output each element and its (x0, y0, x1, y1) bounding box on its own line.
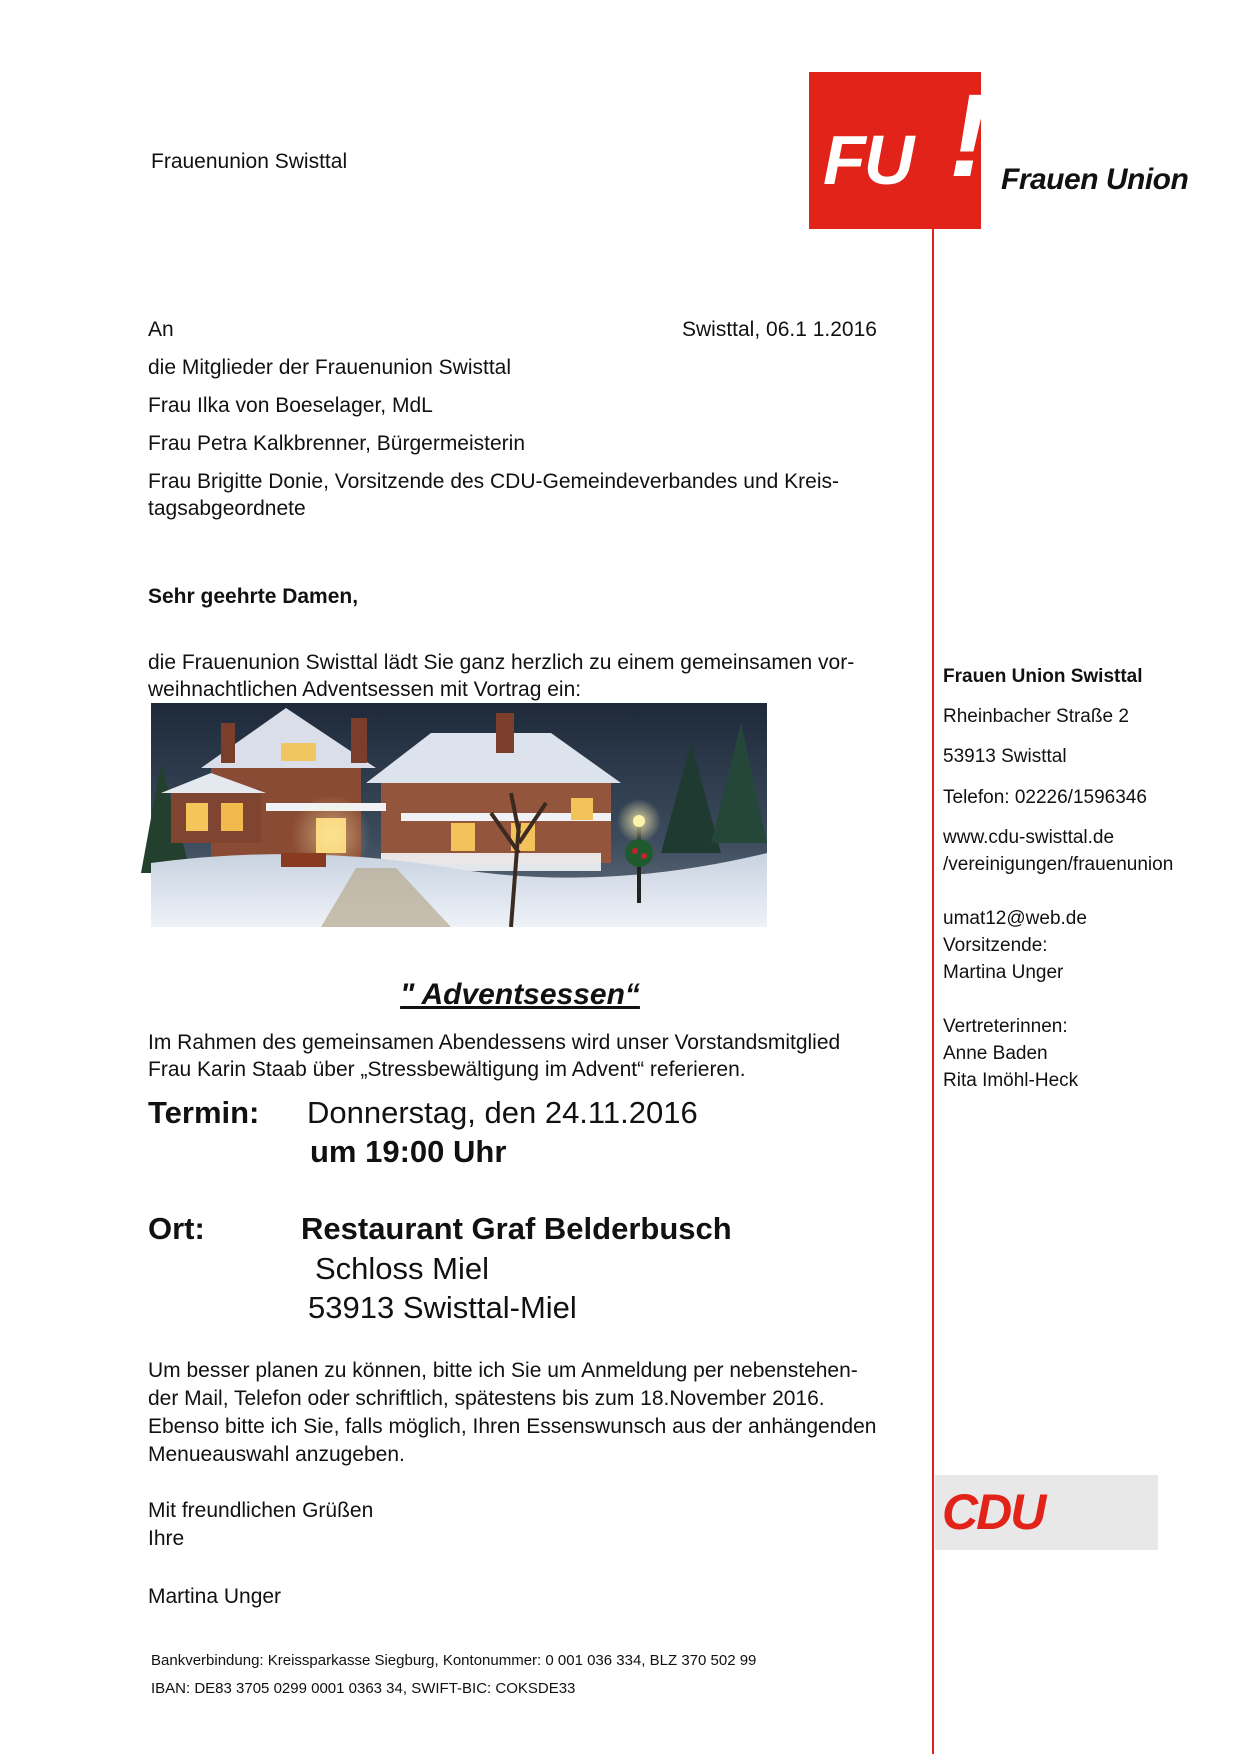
logo-exclamation: ! (949, 70, 989, 202)
termin-label: Termin: (148, 1095, 260, 1130)
intro-line: die Frauenunion Swisttal lädt Sie ganz herzlich zu einem gemeinsamen vor- (148, 651, 855, 674)
cdu-logo (935, 1475, 1158, 1550)
termin-time: um 19:00 Uhr (310, 1134, 507, 1169)
ort-name: Restaurant Graf Belderbusch (301, 1211, 732, 1246)
closing-line: Mit freundlichen Grüßen (148, 1499, 374, 1522)
intro-line: weihnachtlichen Adventsessen mit Vortrag ein: (148, 678, 582, 701)
closing (148, 1497, 373, 1553)
sidebar-deputies-label: Vertreterinnen: (943, 1016, 1068, 1037)
recipient-line: Frau Ilka von Boeselager, MdL (148, 394, 433, 417)
body-line: Menueauswahl anzugeben. (148, 1443, 405, 1466)
event-description (148, 1029, 840, 1083)
letter-date: Swisttal, 06.1 1.2016 (682, 318, 877, 341)
sidebar-deputy: Rita Imöhl-Heck (943, 1070, 1079, 1091)
bank-line: Bankverbindung: Kreissparkasse Siegburg, Kontonummer: 0 001 036 334, BLZ 370 502 99 (151, 1652, 757, 1669)
body-line: Im Rahmen des gemeinsamen Abendessens wird unser Vorstandsmitglied (148, 1031, 841, 1054)
event-title (0, 978, 1040, 1012)
cdu-logo-text: CDU (942, 1484, 1045, 1540)
sidebar-chair-label: Vorsitzende: (943, 935, 1048, 956)
red-vertical-rule (932, 200, 934, 1754)
recipient-line: An (148, 318, 174, 341)
sidebar-web-link-path[interactable]: /vereinigungen/frauenunion (943, 854, 1174, 875)
sidebar-deputy: Anne Baden (943, 1043, 1048, 1064)
ort-label: Ort: (148, 1211, 205, 1246)
recipient-block (148, 316, 839, 522)
frauen-union-wordmark: Frauen Union (1001, 163, 1189, 196)
frauen-union-logo (809, 70, 989, 229)
sidebar-chair-name: Martina Unger (943, 962, 1064, 983)
termin-date: Donnerstag, den 24.11.2016 (307, 1095, 698, 1130)
sidebar-phone: Telefon: 02226/1596346 (943, 787, 1147, 808)
ort-street: Schloss Miel (315, 1251, 489, 1286)
recipient-line: die Mitglieder der Frauenunion Swisttal (148, 356, 512, 379)
intro-paragraph (148, 649, 868, 703)
bank-details (151, 1647, 756, 1703)
sidebar-org: Frauen Union Swisttal (943, 666, 1143, 687)
recipient-line: tagsabgeordnete (148, 497, 306, 520)
logo-fu-text: FU (823, 121, 913, 199)
registration-paragraph (148, 1357, 876, 1469)
event-title-text: " Adventsessen“ (400, 978, 640, 1011)
sender-name: Frauenunion Swisttal (151, 150, 348, 173)
sidebar-city: 53913 Swisttal (943, 746, 1067, 767)
winter-house-image (151, 703, 767, 927)
closing-line: Ihre (148, 1527, 185, 1550)
sidebar-email[interactable]: umat12@web.de (943, 908, 1087, 929)
signature-name: Martina Unger (148, 1585, 282, 1608)
recipient-line: Frau Brigitte Donie, Vorsitzende des CDU-Gemeindeverbandes und Kreis- (148, 470, 840, 493)
sidebar-web-link[interactable]: www.cdu-swisttal.de (943, 827, 1115, 848)
ort-city: 53913 Swisttal-Miel (308, 1290, 577, 1325)
body-line: Um besser planen zu können, bitte ich Sie um Anmeldung per nebenstehen- (148, 1359, 858, 1382)
bank-line: IBAN: DE83 3705 0299 0001 0363 34, SWIFT-BIC: COKSDE33 (151, 1680, 576, 1697)
sidebar-street: Rheinbacher Straße 2 (943, 706, 1129, 727)
body-line: Frau Karin Staab über „Stressbewältigung im Advent“ referieren. (148, 1058, 746, 1081)
salutation: Sehr geehrte Damen, (148, 585, 359, 608)
body-line: Ebenso bitte ich Sie, falls möglich, Ihren Essenswunsch aus der anhängenden (148, 1415, 877, 1438)
recipient-line: Frau Petra Kalkbrenner, Bürgermeisterin (148, 432, 526, 455)
body-line: der Mail, Telefon oder schriftlich, spätestens bis zum 18.November 2016. (148, 1387, 825, 1410)
